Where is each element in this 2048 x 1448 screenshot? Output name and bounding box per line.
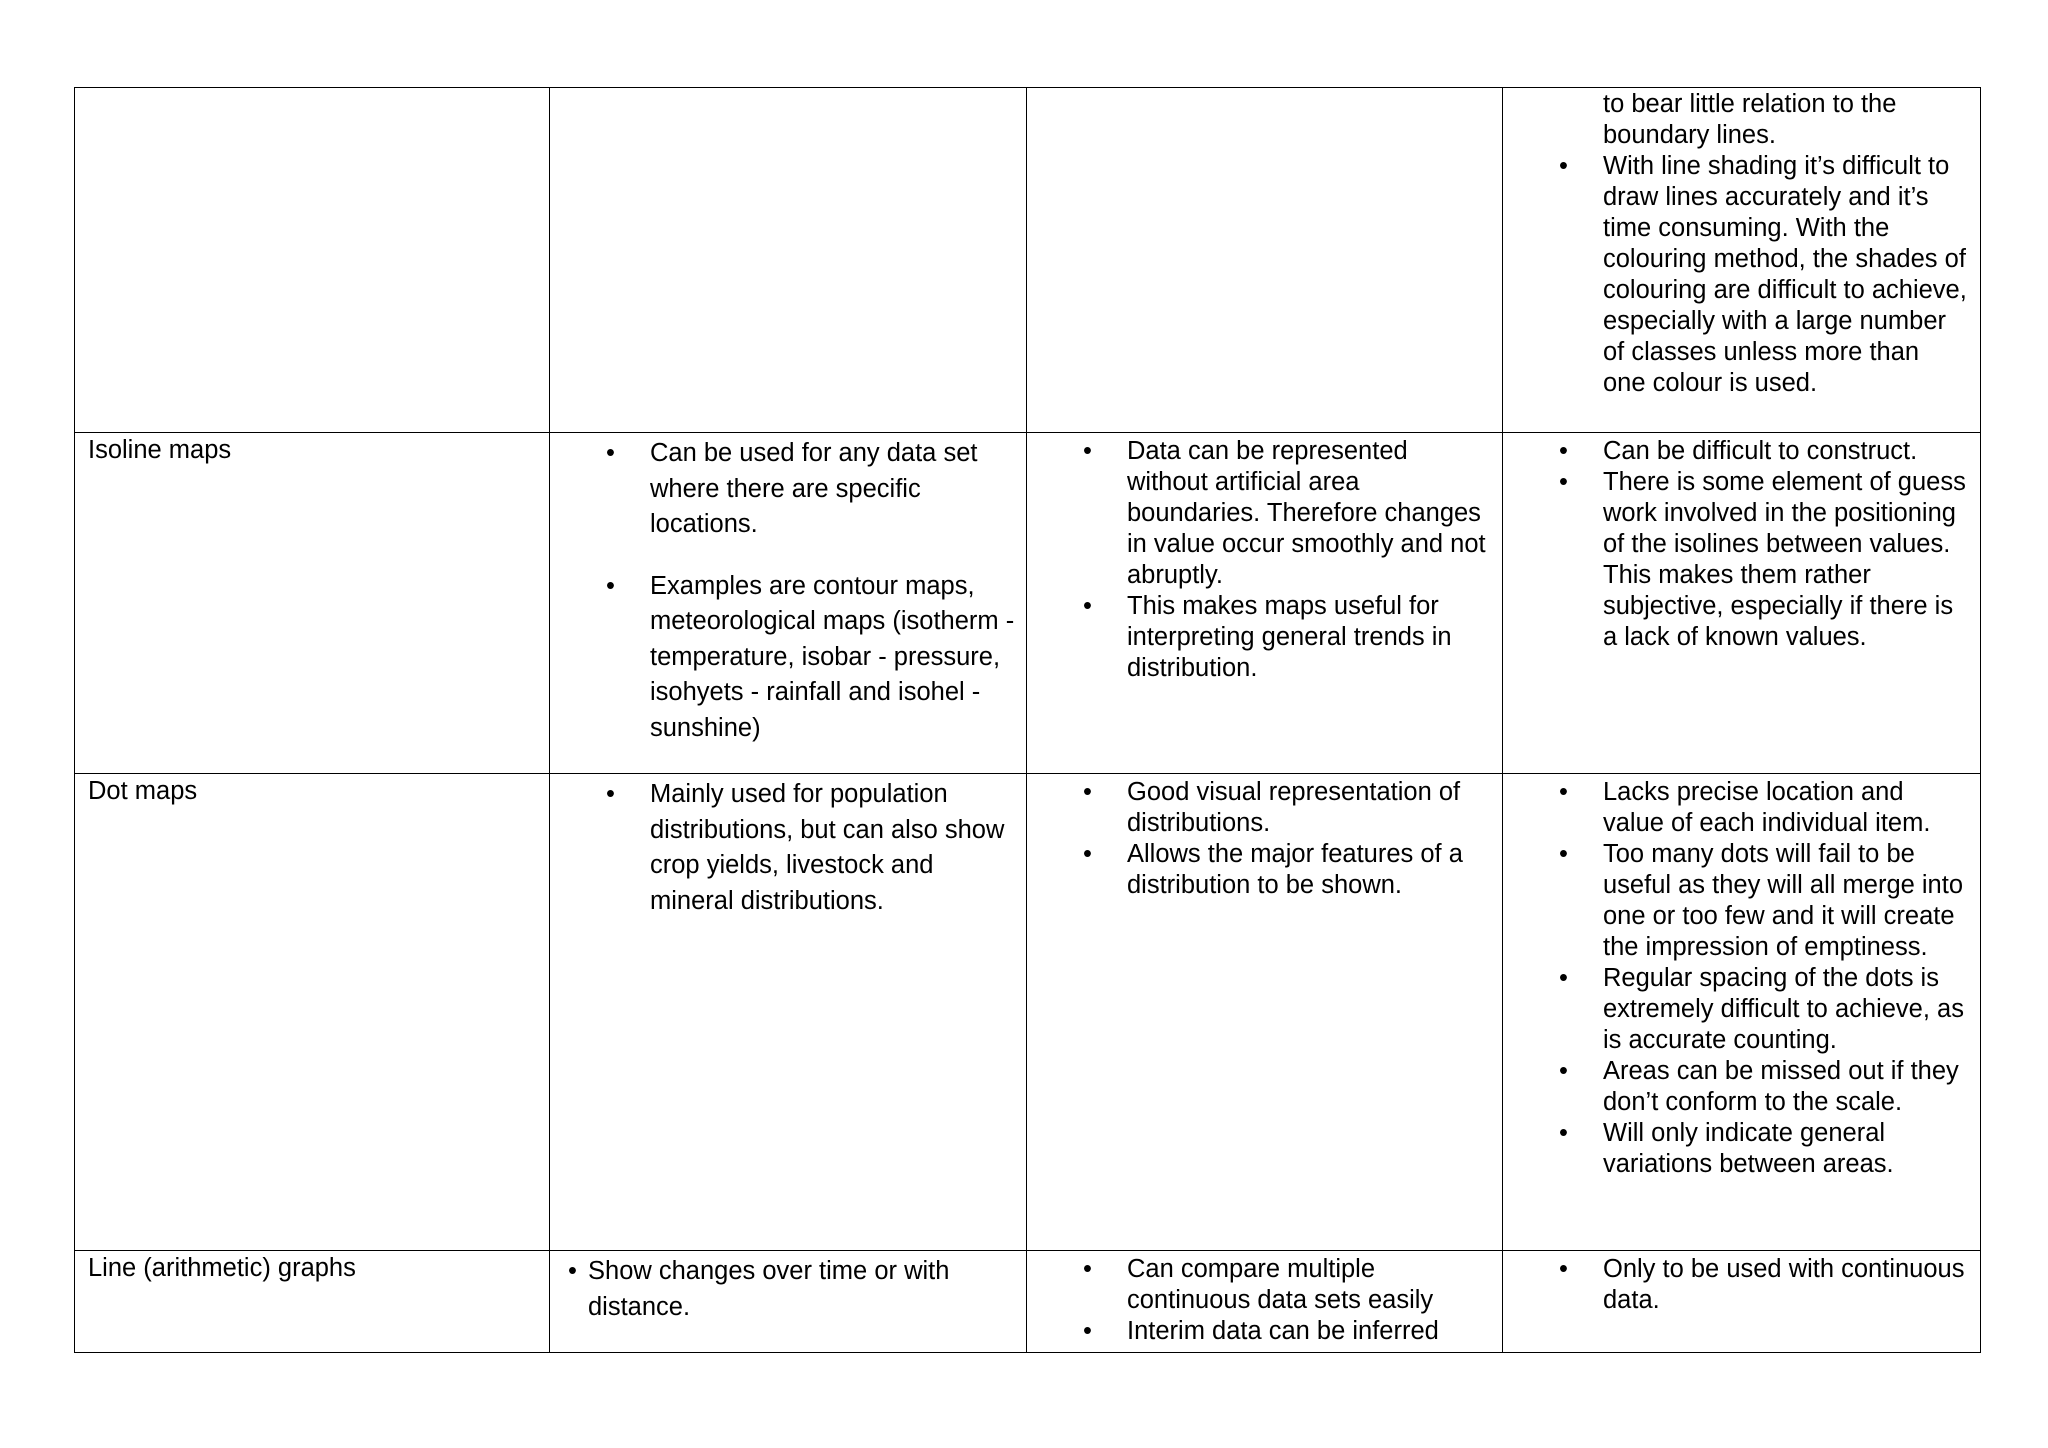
row-name-cell — [75, 88, 550, 433]
row-name: Dot maps — [88, 777, 198, 805]
list-item: • Regular spacing of the dots is extremely difficult to achieve, as is accurate counting. — [1503, 963, 1980, 1056]
list-item: • Good visual representation of distributions. — [1027, 777, 1502, 839]
uses-cell — [550, 88, 1027, 433]
list-item: • Can compare multiple continuous data sets easily — [1027, 1254, 1502, 1316]
list-item: • Examples are contour maps, meteorological maps (isotherm - temperature, isobar - pressure, isohyets - rainfall and isohel - sunshine) — [550, 569, 1026, 747]
list-item: • Will only indicate general variations between areas. — [1503, 1118, 1980, 1180]
bullet-list — [1027, 436, 1502, 684]
list-item: • Can be used for any data set where there are specific locations. — [550, 436, 1026, 543]
bullet-list — [1503, 1254, 1980, 1316]
advantages-cell — [1027, 774, 1503, 1251]
comparison-table — [74, 87, 1981, 1353]
advantages-cell — [1027, 1251, 1503, 1353]
uses-cell — [550, 774, 1027, 1251]
table-row — [75, 433, 1981, 774]
list-item: • Can be difficult to construct. — [1503, 436, 1980, 467]
list-item: • Lacks precise location and value of each individual item. — [1503, 777, 1980, 839]
row-name-cell — [75, 1251, 550, 1353]
table-row — [75, 88, 1981, 433]
uses-cell — [550, 433, 1027, 774]
list-item: • Mainly used for population distributions, but can also show crop yields, livestock and mineral distributions. — [550, 777, 1026, 919]
table-row — [75, 1251, 1981, 1353]
list-item: • With line shading it’s difficult to draw lines accurately and it’s time consuming. With the colouring method, the shades of colouring are difficult to achieve, especially with a large number of classes unless more than one colour is used. — [1503, 151, 1980, 399]
continued-text: to bear little relation to the boundary lines. — [1603, 90, 1897, 149]
bullet-list — [1503, 151, 1980, 399]
disadvantages-cell — [1503, 88, 1981, 433]
list-item: • Allows the major features of a distribution to be shown. — [1027, 839, 1502, 901]
bullet-list — [1027, 1254, 1502, 1347]
list-item: • Only to be used with continuous data. — [1503, 1254, 1980, 1316]
advantages-cell — [1027, 88, 1503, 433]
bullet-list — [550, 1254, 1026, 1325]
list-item: • This makes maps useful for interpreting general trends in distribution. — [1027, 591, 1502, 684]
uses-cell — [550, 1251, 1027, 1353]
list-item: • There is some element of guess work involved in the positioning of the isolines between values. This makes them rather subjective, especially if there is a lack of known values. — [1503, 467, 1980, 653]
bullet-list — [550, 436, 1026, 746]
disadvantages-cell — [1503, 774, 1981, 1251]
disadvantages-cell — [1503, 433, 1981, 774]
list-item: • Too many dots will fail to be useful as they will all merge into one or too few and it will create the impression of emptiness. — [1503, 839, 1980, 963]
disadvantages-cell — [1503, 1251, 1981, 1353]
bullet-list — [1503, 436, 1980, 653]
bullet-list — [1503, 777, 1980, 1180]
row-name: Isoline maps — [88, 436, 232, 464]
advantages-cell — [1027, 433, 1503, 774]
row-name-cell — [75, 774, 550, 1251]
list-item: • Data can be represented without artificial area boundaries. Therefore changes in value occur smoothly and not abruptly. — [1027, 436, 1502, 591]
row-name: Line (arithmetic) graphs — [88, 1254, 356, 1282]
list-item: • Areas can be missed out if they don’t conform to the scale. — [1503, 1056, 1980, 1118]
row-name-cell — [75, 433, 550, 774]
list-item: • Show changes over time or with distance. — [550, 1254, 1026, 1325]
table-row — [75, 774, 1981, 1251]
bullet-list — [550, 777, 1026, 919]
bullet-list — [1027, 777, 1502, 901]
list-item: • Interim data can be inferred — [1027, 1316, 1502, 1347]
